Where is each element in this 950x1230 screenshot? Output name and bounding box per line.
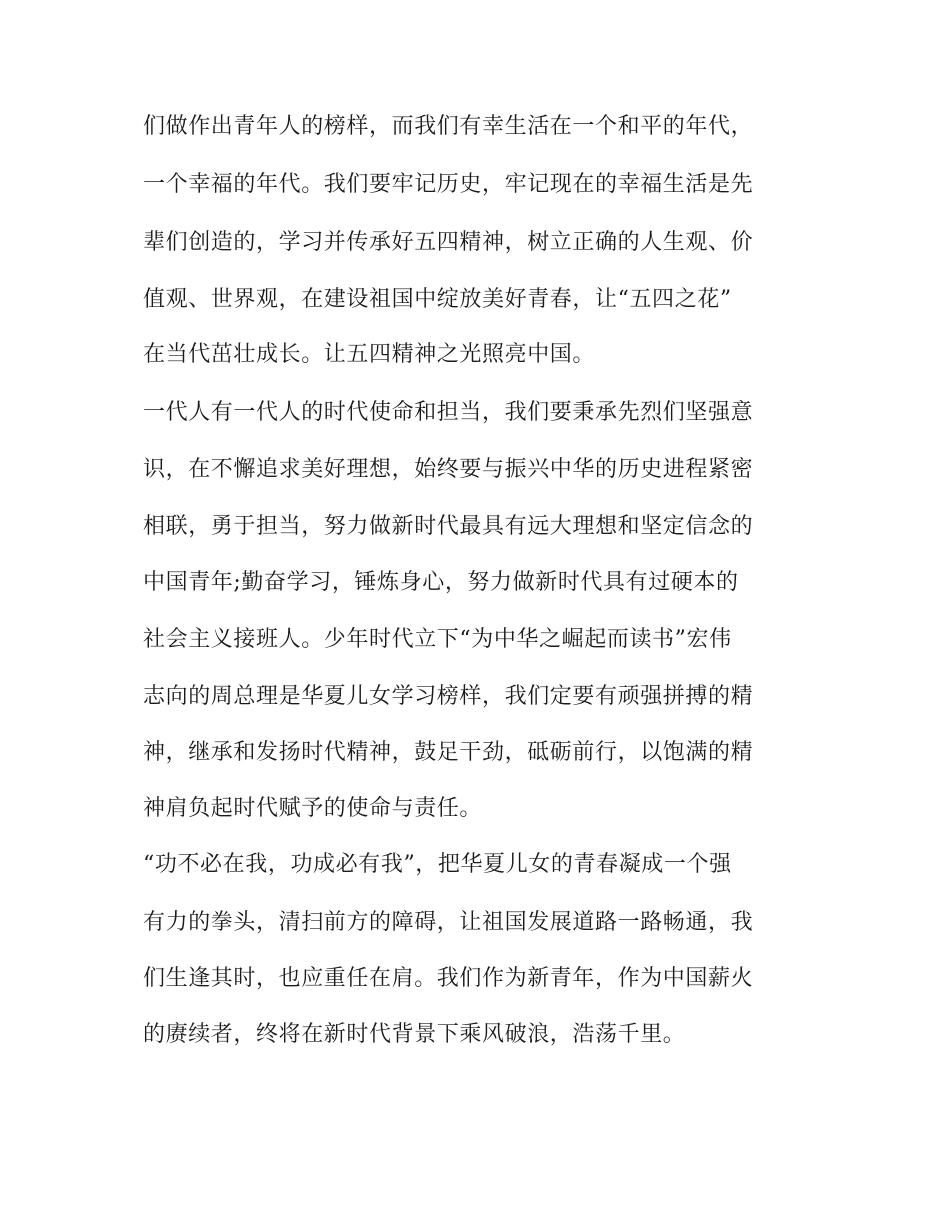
paragraph-line: 中国青年;勤奋学习，锤炼身心，努力做新时代具有过硬本的 [143,570,739,595]
paragraph-line: 神，继承和发扬时代精神，鼓足干劲，砥砺前行，以饱满的精 [143,740,754,765]
paragraph-line: 神肩负起时代赋予的使命与责任。 [143,796,483,821]
paragraph-line: 们做作出青年人的榜样，而我们有幸生活在一个和平的年代， [143,114,754,139]
paragraph-line: 有力的拳头，清扫前方的障碍，让祖国发展道路一路畅通，我 [143,910,754,935]
paragraph-line: 社会主义接班人。少年时代立下“为中华之崛起而读书”宏伟 [143,627,732,652]
paragraph-line: 辈们创造的，学习并传承好五四精神，树立正确的人生观、价 [143,230,754,255]
paragraph-line: 值观、世界观，在建设祖国中绽放美好青春，让“五四之花” [143,287,732,312]
paragraph-line: 在当代茁壮成长。让五四精神之光照亮中国。 [143,342,596,367]
paragraph-line: 志向的周总理是华夏儿女学习榜样，我们定要有顽强拼搏的精 [143,684,754,709]
paragraph-line: 相联，勇于担当，努力做新时代最具有远大理想和坚定信念的 [143,514,754,539]
paragraph-line: 识，在不懈追求美好理想，始终要与振兴中华的历史进程紧密 [143,457,754,482]
paragraph-line: 们生逢其时，也应重任在肩。我们作为新青年，作为中国薪火 [143,966,754,991]
paragraph-line: 一个幸福的年代。我们要牢记历史，牢记现在的幸福生活是先 [143,172,754,197]
paragraph-line: 一代人有一代人的时代使命和担当，我们要秉承先烈们坚强意 [143,400,754,425]
paragraph-line: 的赓续者，终将在新时代背景下乘风破浪，浩荡千里。 [143,1022,686,1047]
paragraph-line: “功不必在我，功成必有我”，把华夏儿女的青春凝成一个强 [143,852,732,877]
